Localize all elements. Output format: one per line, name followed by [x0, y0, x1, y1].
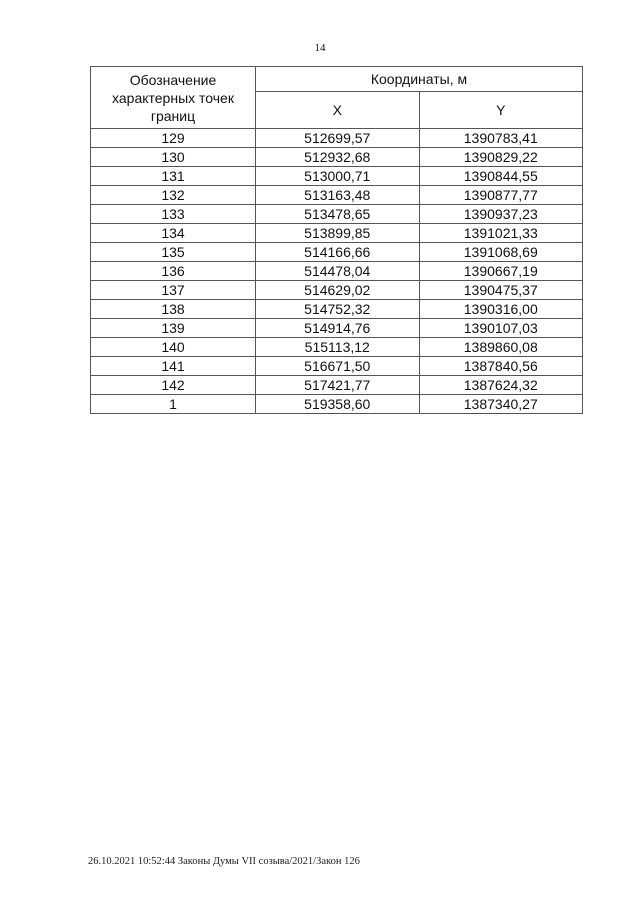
point-cell: 135	[91, 243, 256, 262]
y-cell: 1390107,03	[419, 319, 583, 338]
x-cell: 513899,85	[256, 224, 420, 243]
y-cell: 1390937,23	[419, 205, 583, 224]
x-cell: 519358,60	[256, 395, 420, 414]
y-cell: 1390316,00	[419, 300, 583, 319]
x-cell: 512932,68	[256, 148, 420, 167]
x-cell: 514478,04	[256, 262, 420, 281]
x-cell: 514166,66	[256, 243, 420, 262]
point-cell: 131	[91, 167, 256, 186]
y-cell: 1390844,55	[419, 167, 583, 186]
point-cell: 141	[91, 357, 256, 376]
y-cell: 1391068,69	[419, 243, 583, 262]
table-body	[91, 129, 583, 414]
y-cell: 1391021,33	[419, 224, 583, 243]
table-row	[91, 376, 583, 395]
point-cell: 136	[91, 262, 256, 281]
point-cell: 137	[91, 281, 256, 300]
point-cell: 133	[91, 205, 256, 224]
point-cell: 1	[91, 395, 256, 414]
y-cell: 1390475,37	[419, 281, 583, 300]
point-cell: 138	[91, 300, 256, 319]
point-cell: 134	[91, 224, 256, 243]
table-row	[91, 167, 583, 186]
table-row	[91, 357, 583, 376]
table-row	[91, 281, 583, 300]
header-points: Обозначение характерных точек границ	[91, 67, 256, 129]
coordinates-table	[90, 66, 583, 414]
y-cell: 1390829,22	[419, 148, 583, 167]
table-row	[91, 243, 583, 262]
header-coordinates: Координаты, м	[256, 67, 583, 92]
y-cell: 1387624,32	[419, 376, 583, 395]
x-cell: 513478,65	[256, 205, 420, 224]
table-row	[91, 224, 583, 243]
table-row	[91, 395, 583, 414]
point-cell: 142	[91, 376, 256, 395]
table-row	[91, 129, 583, 148]
x-cell: 514629,02	[256, 281, 420, 300]
table-row	[91, 262, 583, 281]
point-cell: 129	[91, 129, 256, 148]
x-cell: 513163,48	[256, 186, 420, 205]
table-row	[91, 148, 583, 167]
y-cell: 1387340,27	[419, 395, 583, 414]
point-cell: 130	[91, 148, 256, 167]
y-cell: 1390667,19	[419, 262, 583, 281]
point-cell: 140	[91, 338, 256, 357]
y-cell: 1387840,56	[419, 357, 583, 376]
point-cell: 139	[91, 319, 256, 338]
header-x: X	[256, 92, 420, 129]
x-cell: 517421,77	[256, 376, 420, 395]
x-cell: 514752,32	[256, 300, 420, 319]
page-number: 14	[314, 42, 326, 54]
table-row	[91, 300, 583, 319]
header-y: Y	[419, 92, 583, 129]
y-cell: 1390877,77	[419, 186, 583, 205]
table-row	[91, 319, 583, 338]
x-cell: 512699,57	[256, 129, 420, 148]
table-row	[91, 338, 583, 357]
x-cell: 516671,50	[256, 357, 420, 376]
footer-stamp: 26.10.2021 10:52:44 Законы Думы VII созыва/2021/Закон 126	[88, 856, 360, 867]
table-row	[91, 205, 583, 224]
x-cell: 515113,12	[256, 338, 420, 357]
x-cell: 514914,76	[256, 319, 420, 338]
point-cell: 132	[91, 186, 256, 205]
table-row	[91, 186, 583, 205]
x-cell: 513000,71	[256, 167, 420, 186]
y-cell: 1389860,08	[419, 338, 583, 357]
y-cell: 1390783,41	[419, 129, 583, 148]
